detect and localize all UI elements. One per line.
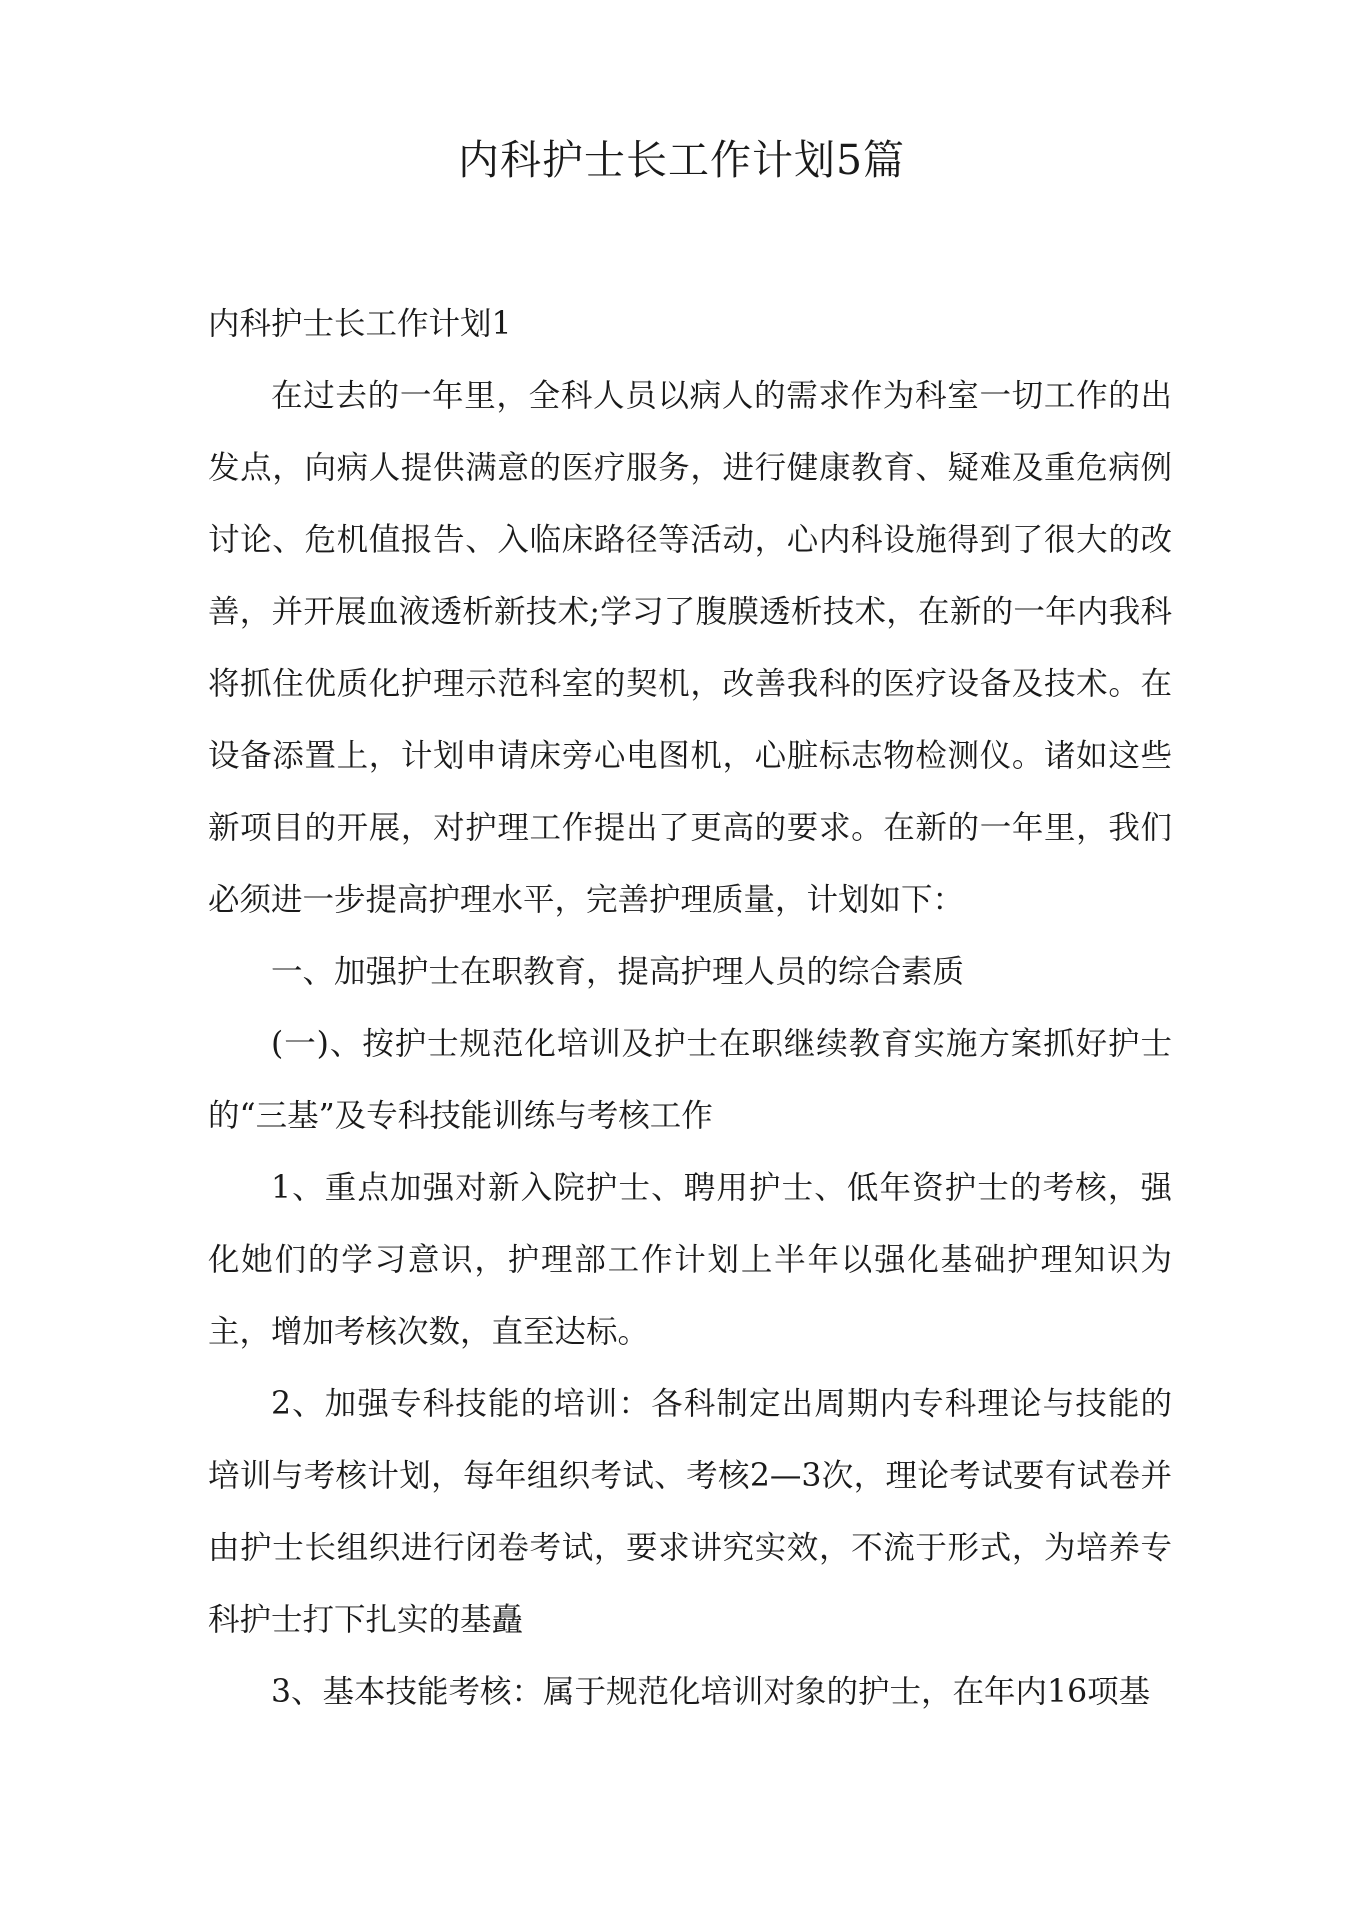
section-heading: 内科护士长工作计划1 [208,306,512,342]
paragraph-point-2: 2、加强专科技能的培训：各科制定出周期内专科理论与技能的培训与考核计划，每年组织考试、考核2—3次，理论考试要有试卷并由护士长组织进行闭卷考试，要求讲究实效，不流于形式，为培养专科护士打下扎实的基矗 [208,1386,1172,1638]
document-title: 内科护士长工作计划5篇 [457,136,906,184]
paragraph-subitem-1: (一)、按护士规范化培训及护士在职继续教育实施方案抓好护士的“三基”及专科技能训练与考核工作 [208,1026,1172,1134]
paragraph-point-1: 1、重点加强对新入院护士、聘用护士、低年资护士的考核，强化她们的学习意识，护理部工作计划上半年以强化基础护理知识为主，增加考核次数，直至达标。 [208,1170,1172,1350]
paragraph-intro: 在过去的一年里，全科人员以病人的需求作为科室一切工作的出发点，向病人提供满意的医疗服务，进行健康教育、疑难及重危病例讨论、危机值报告、入临床路径等活动，心内科设施得到了很大的改善，并开展血液透析新技术;学习了腹膜透析技术，在新的一年内我科将抓住优质化护理示范科室的契机，改善我科的医疗设备及技术。在设备添置上，计划申请床旁心电图机，心脏标志物检测仪。诸如这些新项目的开展，对护理工作提出了更高的要求。在新的一年里，我们必须进一步提高护理水平，完善护理质量，计划如下： [208,378,1172,918]
document-body [208,288,1172,1728]
paragraph-item-1: 一、加强护士在职教育，提高护理人员的综合素质 [271,954,965,990]
paragraph-point-3: 3、基本技能考核：属于规范化培训对象的护士，在年内16项基 [271,1674,1151,1710]
